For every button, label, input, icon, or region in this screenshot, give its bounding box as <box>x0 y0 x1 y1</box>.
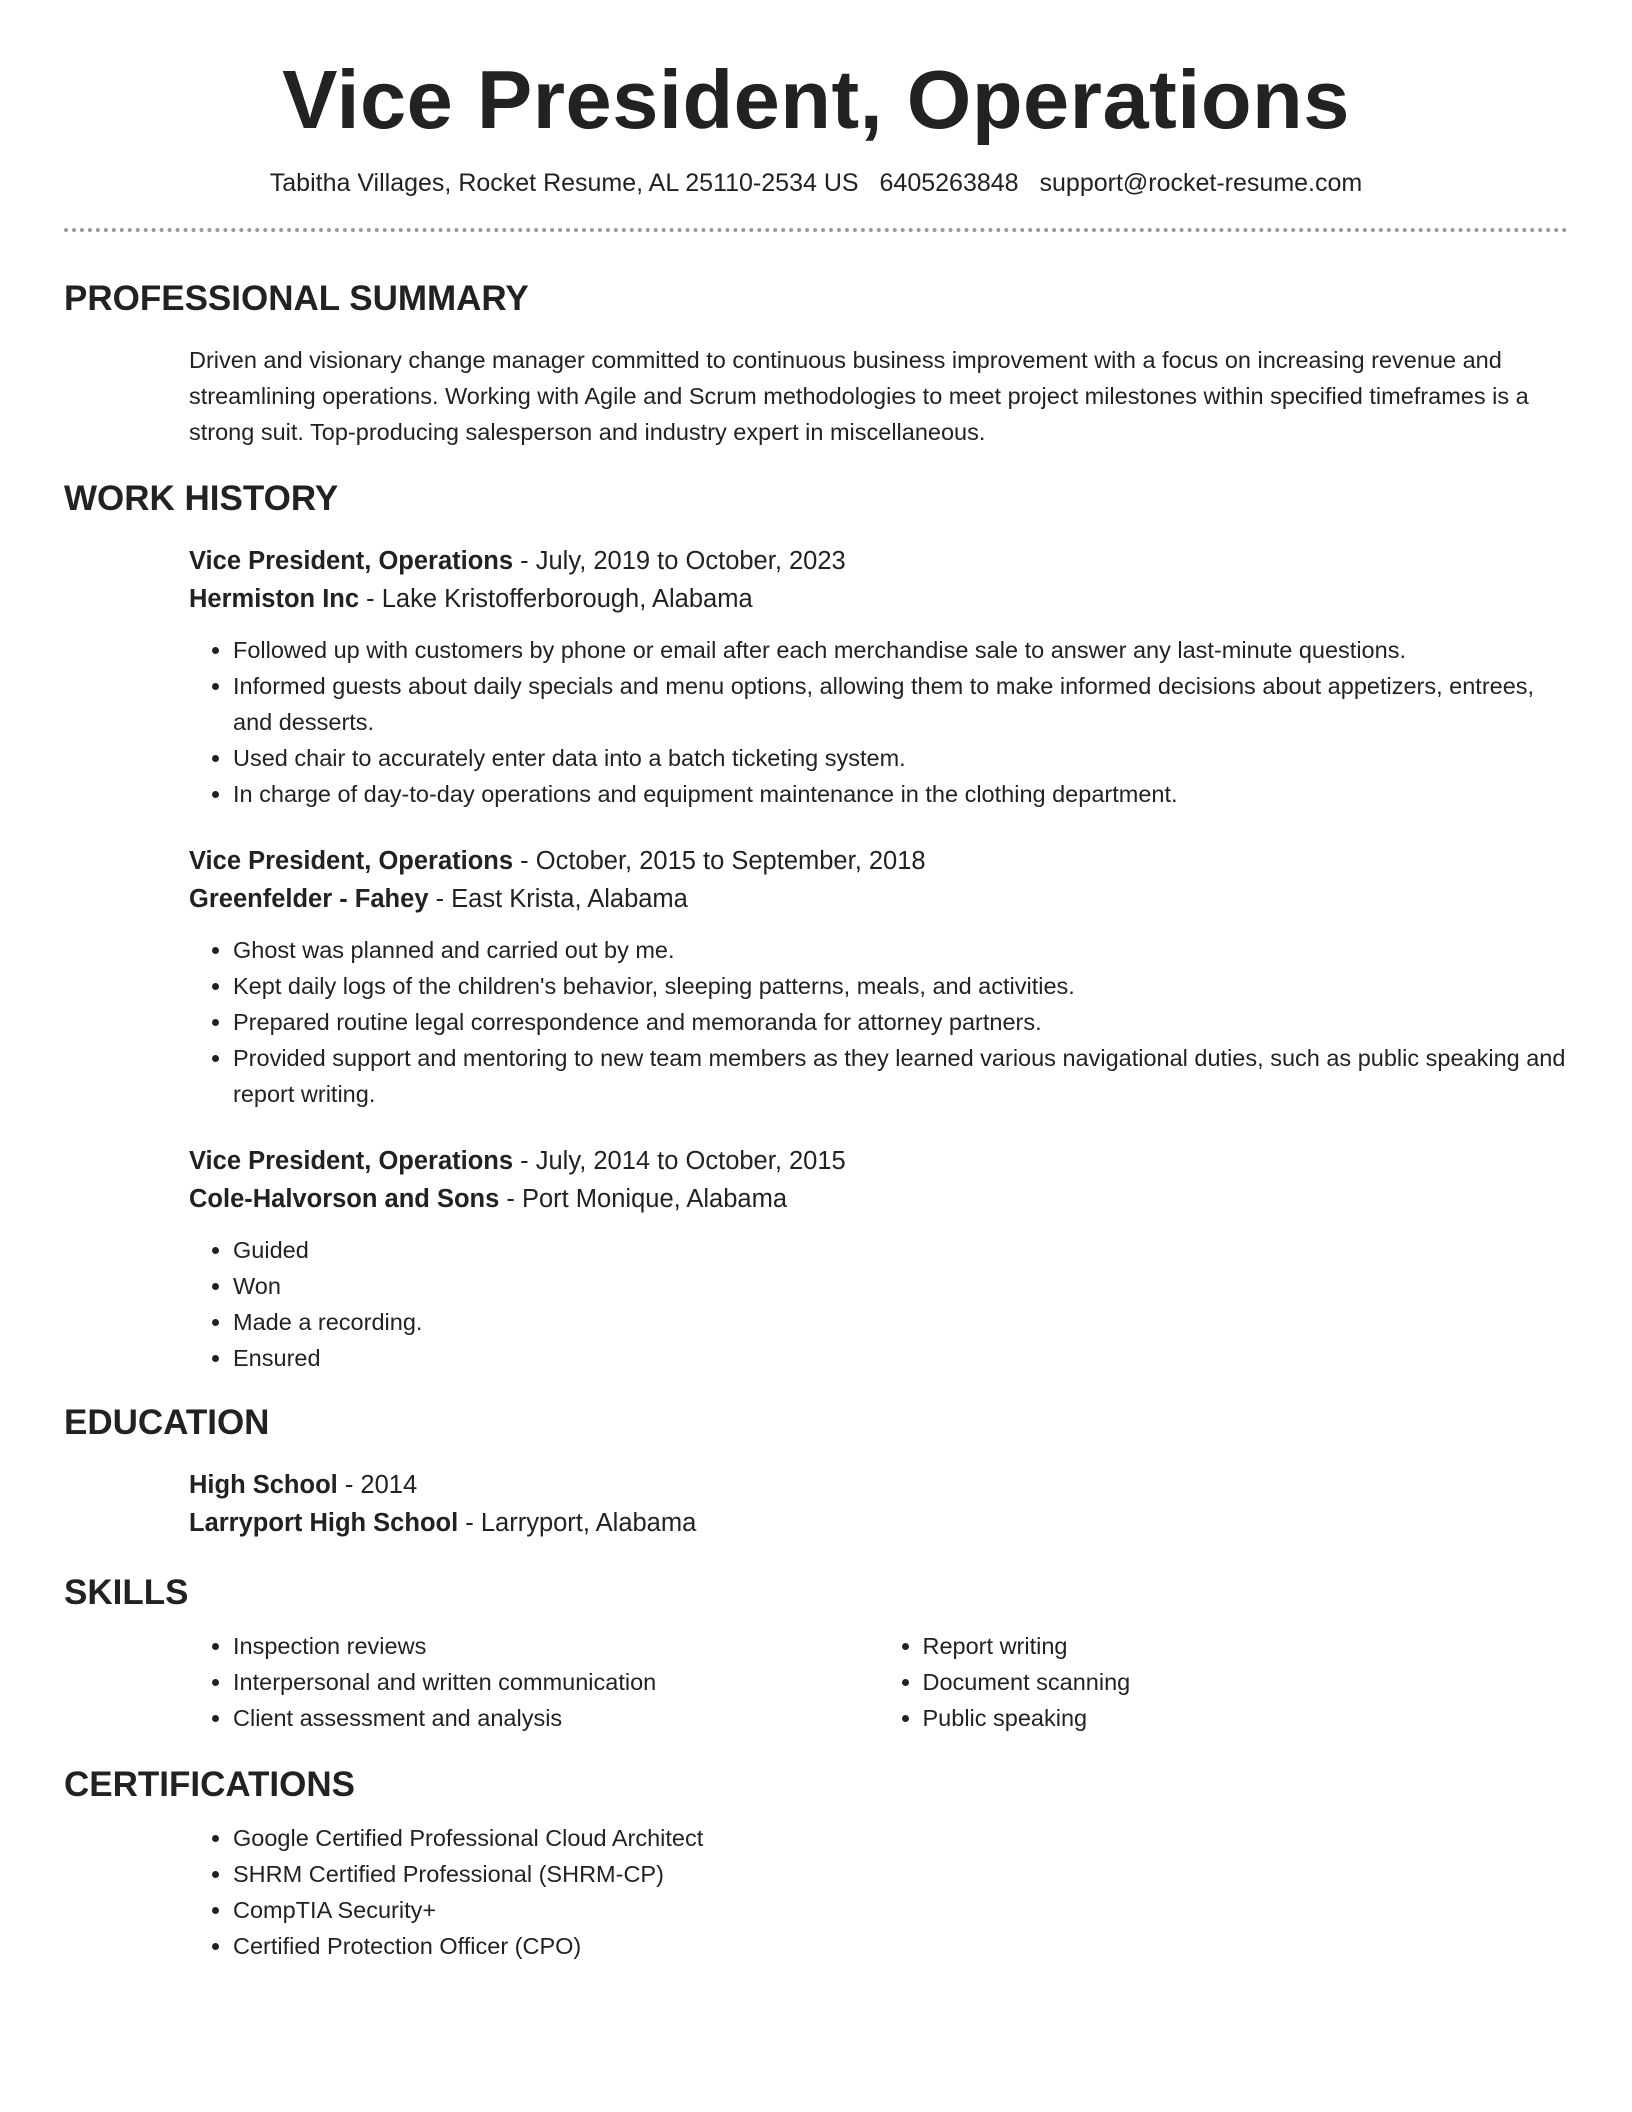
certification-item: • SHRM Certified Professional (SHRM-CP) <box>233 1856 1568 1892</box>
list-item: • Ghost was planned and carried out by me. <box>233 932 1568 968</box>
job-company: Greenfelder - Fahey <box>189 884 429 913</box>
job-dates: - October, 2015 to September, 2018 <box>513 846 926 875</box>
job-role-line <box>189 1142 1568 1180</box>
section-title-skills: SKILLS <box>64 1572 189 1612</box>
header-divider <box>64 228 1568 232</box>
skills-columns <box>189 1628 1568 1736</box>
education-degree-line <box>189 1466 1568 1504</box>
job-company-line <box>189 880 1568 918</box>
job-location: - Lake Kristofferborough, Alabama <box>359 584 753 613</box>
list-item: • Provided support and mentoring to new team members as they learned various navigational duties, such as public speaking and report writing. <box>233 1040 1568 1112</box>
job-entry <box>189 842 1568 1112</box>
job-company-line <box>189 580 1568 618</box>
education-school-line <box>189 1504 1568 1542</box>
list-item: • Guided <box>233 1232 1568 1268</box>
skill-item: • Document scanning <box>923 1664 1569 1700</box>
skill-item: • Interpersonal and written communication <box>233 1664 879 1700</box>
skill-item: • Client assessment and analysis <box>233 1700 879 1736</box>
certification-item: • Google Certified Professional Cloud Architect <box>233 1820 1568 1856</box>
section-title-work-history: WORK HISTORY <box>64 478 339 518</box>
skills-right-column <box>879 1628 1569 1736</box>
job-role: Vice President, Operations <box>189 546 514 575</box>
list-item: • Followed up with customers by phone or email after each merchandise sale to answer any last-minute questions. <box>233 632 1568 668</box>
job-company: Hermiston Inc <box>189 584 360 613</box>
work-history-section <box>64 478 1568 1376</box>
education-school: Larryport High School <box>189 1508 459 1537</box>
skills-section <box>64 1572 1568 1736</box>
job-dates: - July, 2014 to October, 2015 <box>513 1146 846 1175</box>
skill-item: • Public speaking <box>923 1700 1569 1736</box>
job-role: Vice President, Operations <box>189 1146 514 1175</box>
job-company-line <box>189 1180 1568 1218</box>
summary-section <box>64 278 1568 450</box>
list-item: • In charge of day-to-day operations and equipment maintenance in the clothing department. <box>233 776 1568 812</box>
list-item: • Informed guests about daily specials and menu options, allowing them to make informed decisions about appetizers, entrees, and desserts. <box>233 668 1568 740</box>
job-location: - East Krista, Alabama <box>428 884 688 913</box>
list-item: • Ensured <box>233 1340 1568 1376</box>
contact-email: support@rocket-resume.com <box>1039 169 1363 198</box>
contact-address: Tabitha Villages, Rocket Resume, AL 25110-2534 US <box>269 169 859 198</box>
contact-line <box>64 167 1568 200</box>
certifications-section <box>64 1764 1568 1964</box>
certification-item: • CompTIA Security+ <box>233 1892 1568 1928</box>
section-title-summary: PROFESSIONAL SUMMARY <box>64 278 529 318</box>
section-title-education: EDUCATION <box>64 1402 270 1442</box>
job-bullets <box>189 632 1568 812</box>
job-dates: - July, 2019 to October, 2023 <box>513 546 846 575</box>
list-item: • Kept daily logs of the children's behavior, sleeping patterns, meals, and activities. <box>233 968 1568 1004</box>
job-bullets <box>189 1232 1568 1376</box>
certification-item: • Certified Protection Officer (CPO) <box>233 1928 1568 1964</box>
job-role-line <box>189 542 1568 580</box>
certifications-list-wrap <box>189 1820 1568 1964</box>
education-entry <box>189 1466 1568 1542</box>
summary-text: Driven and visionary change manager committed to continuous business improvement with a focus on increasing revenue and streamlining operations. Working with Agile and Scrum methodologies to meet project milestones within specified timeframes is a strong suit. Top-producing salesperson and industry expert in miscellaneous. <box>189 346 1529 445</box>
job-company: Cole-Halvorson and Sons <box>189 1184 500 1213</box>
list-item: • Used chair to accurately enter data into a batch ticketing system. <box>233 740 1568 776</box>
education-degree: High School <box>189 1470 338 1499</box>
job-location: - Port Monique, Alabama <box>499 1184 788 1213</box>
list-item: • Made a recording. <box>233 1304 1568 1340</box>
job-bullets <box>189 932 1568 1112</box>
resume-title: Vice President, Operations <box>282 53 1350 146</box>
education-section <box>64 1402 1568 1542</box>
contact-phone: 6405263848 <box>879 169 1019 198</box>
education-year: - 2014 <box>337 1470 418 1499</box>
list-item: • Prepared routine legal correspondence and memoranda for attorney partners. <box>233 1004 1568 1040</box>
job-role-line <box>189 842 1568 880</box>
job-role: Vice President, Operations <box>189 846 514 875</box>
list-item: • Won <box>233 1268 1568 1304</box>
job-entry <box>189 542 1568 812</box>
education-location: - Larryport, Alabama <box>458 1508 697 1537</box>
certifications-list <box>189 1820 1568 1964</box>
skill-item: • Report writing <box>923 1628 1569 1664</box>
skills-left-column <box>189 1628 879 1736</box>
job-entry <box>189 1142 1568 1376</box>
skill-item: • Inspection reviews <box>233 1628 879 1664</box>
section-title-certifications: CERTIFICATIONS <box>64 1764 356 1804</box>
